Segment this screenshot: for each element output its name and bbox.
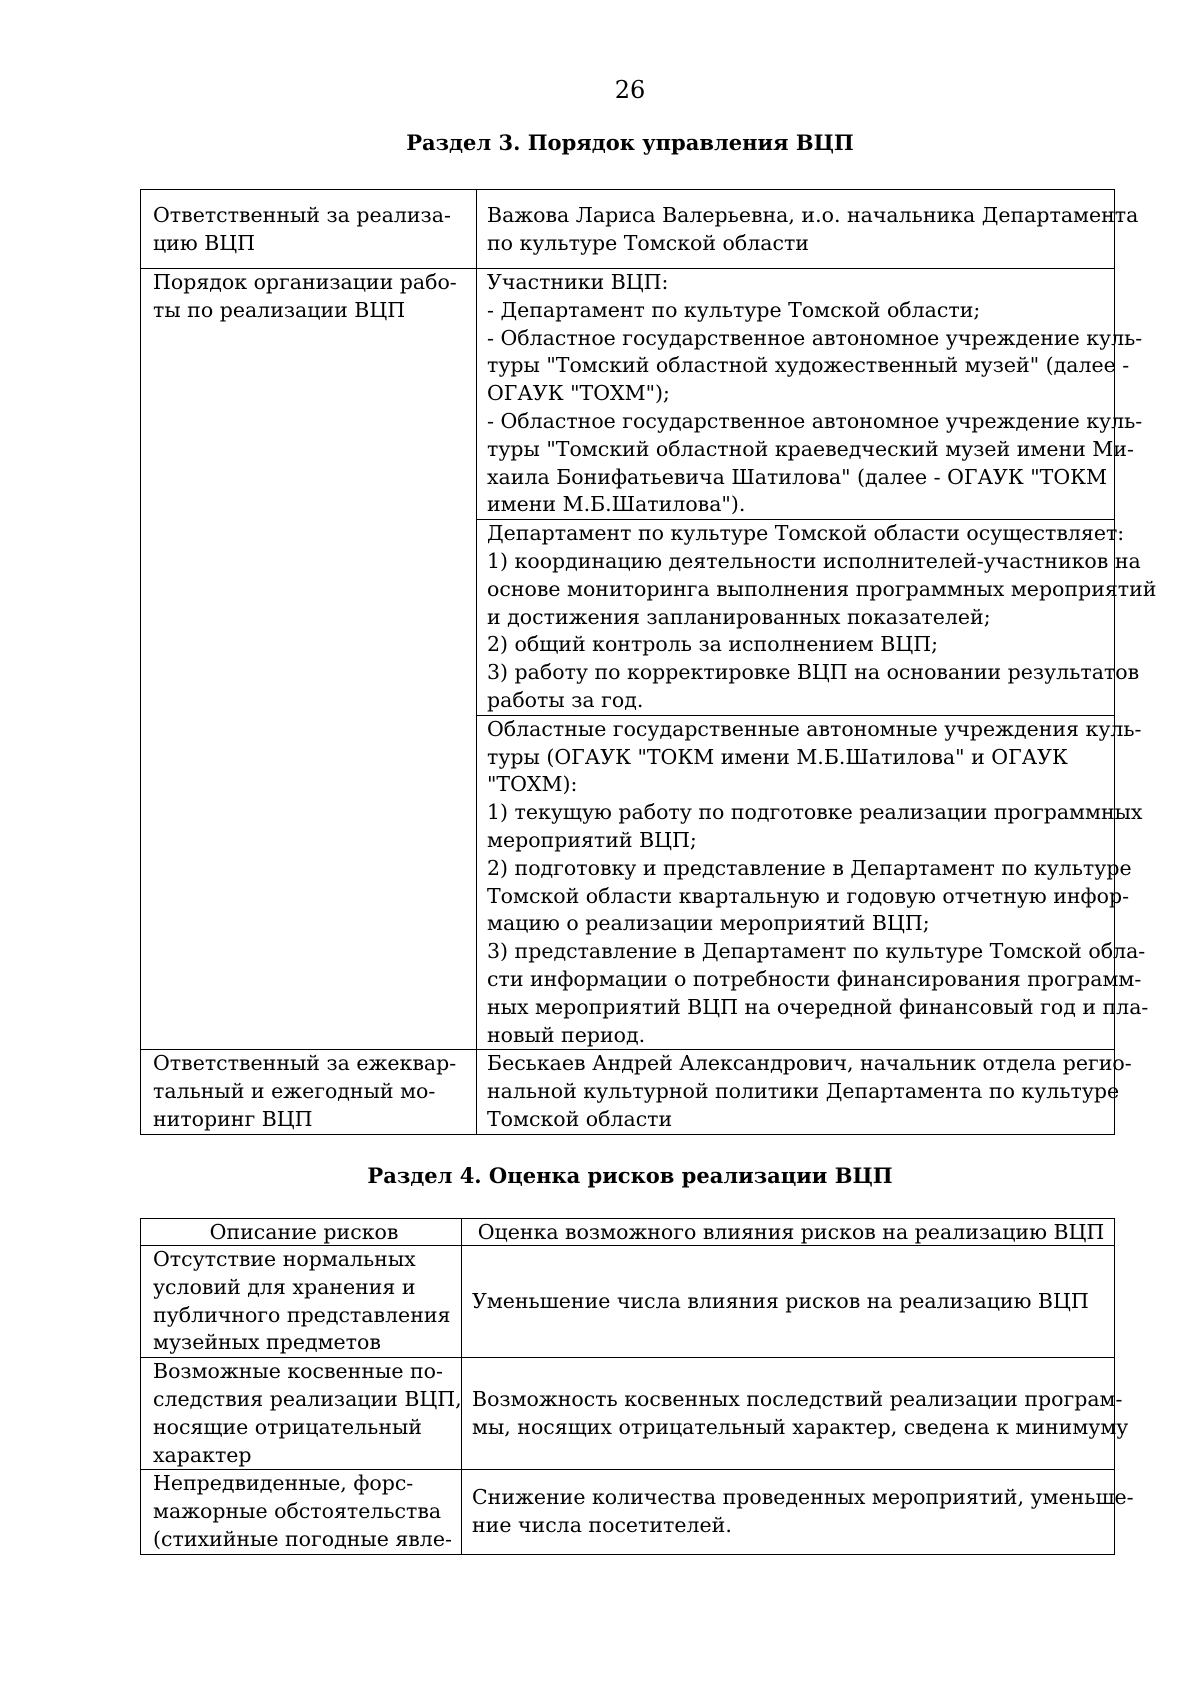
cell-text: Участники ВЦП: xyxy=(487,270,669,294)
cell-text: хаила Бонифатьевича Шатилова" (далее - ОГАУК "ТОКМ xyxy=(487,464,1107,489)
management-table xyxy=(140,189,1157,1135)
responsible-label-cell xyxy=(141,190,477,269)
cell-text: Томской области xyxy=(487,1106,673,1131)
risk-impact-cell xyxy=(462,1470,1134,1554)
cell-text: 2) общий контроль за исполнением ВЦП; xyxy=(487,632,938,657)
cell-text: новый период. xyxy=(487,1022,646,1047)
table-row xyxy=(141,190,1115,269)
cell-text: Возможность косвенных последствий реализации програм- xyxy=(472,1386,1123,1411)
section-3-title: Раздел 3. Порядок управления ВЦП xyxy=(406,130,854,155)
risk-description-cell xyxy=(141,1358,462,1470)
institutions-duties-cell xyxy=(477,715,1149,1050)
cell-text: имени М.Б.Шатилова"). xyxy=(487,492,746,517)
cell-text: условий для хранения и xyxy=(153,1274,416,1299)
cell-text: 1) координацию деятельности исполнителей-участников на xyxy=(487,548,1141,573)
cell-text: - Департамент по культуре Томской области; xyxy=(487,297,981,322)
table-row xyxy=(141,1050,1115,1134)
cell-text: нальной культурной политики Департамента по культуре xyxy=(487,1079,1120,1104)
cell-text: Областные государственные автономные учреждения куль- xyxy=(487,716,1142,741)
cell-text: Снижение количества проведенных мероприятий, уменьше- xyxy=(472,1485,1134,1510)
cell-text: 3) представление в Департамент по культуре Томской обла- xyxy=(487,939,1146,964)
cell-text: мацию о реализации мероприятий ВЦП; xyxy=(487,911,930,936)
cell-text: Томской области квартальную и годовую отчетную инфор- xyxy=(487,883,1129,908)
cell-text: Беськаев Андрей Александрович, начальник отдела регио- xyxy=(487,1051,1132,1076)
cell-text: - Областное государственное автономное учреждение куль- xyxy=(487,408,1143,433)
column-header: Оценка возможного влияния рисков на реализацию ВЦП xyxy=(462,1219,1115,1246)
cell-text: Уменьшение числа влияния рисков на реализацию ВЦП xyxy=(472,1288,1089,1313)
cell-text: Непредвиденные, форс- xyxy=(153,1471,414,1496)
cell-text: ных мероприятий ВЦП на очередной финансовый год и пла- xyxy=(487,994,1149,1019)
cell-text: 1) текущую работу по подготовке реализации программных xyxy=(487,800,1143,825)
cell-text: 3) работу по корректировке ВЦП на основании результатов xyxy=(487,660,1140,685)
page-number: 26 xyxy=(614,76,646,104)
cell-text: музейных предметов xyxy=(153,1330,381,1355)
cell-text: работы за год. xyxy=(487,687,644,712)
cell-text: мероприятий ВЦП; xyxy=(487,827,697,852)
table-row xyxy=(141,1358,1115,1470)
cell-text: Ответственный за ежеквар- xyxy=(153,1051,457,1076)
cell-text: - Областное государственное автономное учреждение куль- xyxy=(487,325,1143,350)
cell-text: ниторинг ВЦП xyxy=(153,1106,313,1131)
cell-text: цию ВЦП xyxy=(153,230,256,255)
table-row xyxy=(141,1470,1115,1554)
cell-text: мажорные обстоятельства xyxy=(153,1499,442,1524)
cell-text: туры "Томский областной художественный музей" (далее - xyxy=(487,353,1130,378)
cell-text: (стихийные погодные явле- xyxy=(153,1526,452,1551)
cell-text: Ответственный за реализа- xyxy=(153,203,451,227)
risk-description-cell xyxy=(141,1246,462,1358)
cell-text: тальный и ежегодный мо- xyxy=(153,1079,436,1104)
cell-text: ты по реализации ВЦП xyxy=(153,297,406,322)
table-row xyxy=(141,1246,1115,1358)
cell-text: мы, носящих отрицательный характер, сведена к минимуму xyxy=(472,1414,1129,1439)
cell-text: Департамент по культуре Томской области осуществляет: xyxy=(487,521,1125,546)
cell-text: публичного представления xyxy=(153,1302,451,1327)
cell-text: Важова Лариса Валерьевна, и.о. начальника Департамента xyxy=(487,203,1139,227)
cell-text: характер xyxy=(153,1442,252,1467)
cell-text: по культуре Томской области xyxy=(487,230,809,255)
responsible-value-cell xyxy=(477,190,1139,269)
cell-text: Отсутствие нормальных xyxy=(153,1247,416,1271)
risk-impact-cell xyxy=(462,1358,1129,1470)
table-row xyxy=(141,269,1115,520)
cell-text: сти информации о потребности финансирования программ- xyxy=(487,966,1142,991)
monitoring-value-cell xyxy=(477,1050,1132,1134)
cell-text: следствия реализации ВЦП, xyxy=(153,1386,462,1411)
table-header-row xyxy=(141,1219,1115,1246)
cell-text: туры (ОГАУК "ТОКМ имени М.Б.Шатилова" и ОГАУК xyxy=(487,744,1068,769)
section-4-title: Раздел 4. Оценка рисков реализации ВЦП xyxy=(367,1163,893,1188)
column-header: Описание рисков xyxy=(141,1219,462,1246)
cell-text: 2) подготовку и представление в Департамент по культуре xyxy=(487,855,1132,880)
cell-text: Порядок организации рабо- xyxy=(153,270,457,294)
cell-text: Возможные косвенные по- xyxy=(153,1359,443,1384)
organization-label-cell xyxy=(141,269,477,1050)
cell-text: ОГАУК "ТОХМ"); xyxy=(487,381,670,406)
cell-text: ние числа посетителей. xyxy=(472,1513,732,1538)
department-duties-cell xyxy=(477,520,1157,716)
cell-text: и достижения запланированных показателей; xyxy=(487,604,991,629)
monitoring-label-cell xyxy=(141,1050,477,1134)
cell-text: туры "Томский областной краеведческий музей имени Ми- xyxy=(487,436,1134,461)
risks-table xyxy=(140,1218,1134,1555)
cell-text: "ТОХМ): xyxy=(487,772,578,797)
risk-description-cell xyxy=(141,1470,462,1554)
cell-text: носящие отрицательный xyxy=(153,1414,422,1439)
participants-cell xyxy=(477,269,1143,520)
risk-impact-cell xyxy=(462,1246,1115,1358)
cell-text: основе мониторинга выполнения программных мероприятий xyxy=(487,576,1157,601)
